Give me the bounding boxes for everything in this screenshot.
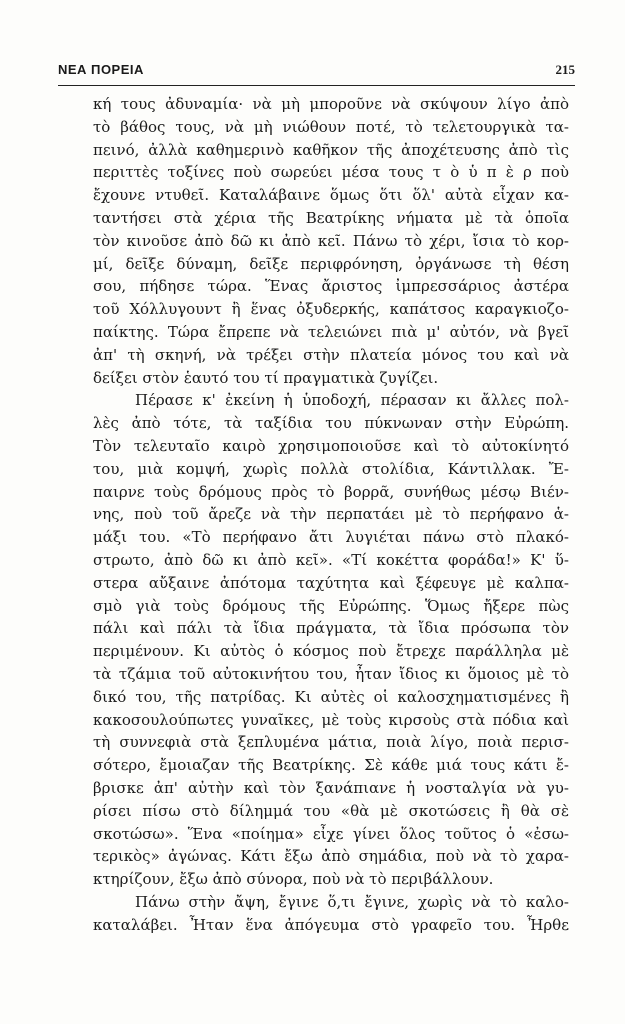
text-line: τοῦ Χόλλυγουντ ἢ ἕνας ὀξυδερκής, καπάτσος καραγκιοζο-	[93, 300, 569, 319]
text-line: σμὸ γιὰ τοὺς δρόμους τῆς Εὐρώπης. Ὅμως ἤξερε πὼς	[93, 596, 569, 615]
text-line: Πέρασε κ' ἐκείνη ἡ ὑποδοχή, πέρασαν κι ἄλλες πολ-	[135, 391, 569, 410]
text-line: ταντήσει στὰ χέρια τῆς Βεατρίκης νήματα μὲ τὰ ὁποῖα	[93, 208, 569, 227]
text-line: σότερο, ἔμοιαζαν τῆς Βεατρίκης. Σὲ κάθε μιά τους κάτι ἔ-	[93, 756, 569, 775]
text-line: στρωτο, ἀπὸ δῶ κι ἀπὸ κεῖ». «Τί κοκέττα φοράδα!» Κ' ὕ-	[93, 550, 569, 569]
text-line: βρισκε ἀπ' αὐτὴν καὶ τὸν ξανάπιανε ἡ νοσταλγία νὰ γυ-	[93, 778, 569, 797]
text-line: πάλι καὶ πάλι τὰ ἴδια πράγματα, τὰ ἴδια πρόσωπα τὸν	[93, 619, 569, 638]
text-line: σου, πήδησε τώρα. Ἕνας ἄριστος ἰμπρεσσάριος ἀστέρα	[93, 277, 569, 296]
text-line: μί, δεῖξε δύναμη, δεῖξε περιφρόνηση, ὀργάνωσε τὴ θέση	[93, 254, 569, 273]
text-line: παιρνε τοὺς δρόμους πρὸς τὸ βορρᾶ, συνήθως μέσῳ Βιέν-	[93, 482, 569, 501]
text-line: δικό του, τῆς πατρίδας. Κι αὐτὲς οἱ καλοσχηματισμένες ἢ	[93, 687, 569, 706]
text-line: τὴ συννεφιὰ στὰ ξεπλυμένα μάτια, ποιὰ λίγο, ποιὰ περισ-	[93, 733, 569, 752]
text-line: περιμένουν. Κι αὐτὸς ὁ κόσμος ποὺ ἔτρεχε παράλληλα μὲ	[93, 642, 569, 661]
text-line: παίκτης. Τώρα ἔπρεπε νὰ τελειώνει πιὰ μ' αὐτόν, νὰ βγεῖ	[93, 322, 569, 341]
text-line: κτηρίζουν, ἔξω ἀπὸ σύνορα, ποὺ νὰ τὸ περιβάλλουν.	[93, 870, 494, 889]
text-line: πεινό, ἀλλὰ καθημερινὸ καθῆκον τῆς ἀποχέτευσης ἀπὸ τὶς	[93, 140, 569, 159]
text-line: ἀπ' τὴ σκηνή, νὰ τρέξει στὴν πλατεία μόνος του καὶ νὰ	[93, 345, 569, 364]
text-line: κή τους ἀδυναμία· νὰ μὴ μποροῦνε νὰ σκύψουν λίγο ἀπὸ	[93, 95, 569, 113]
text-line: τὸ βάθος τους, νὰ μὴ νιώθουν ποτέ, τὸ τελετουργικὰ τα-	[93, 117, 569, 136]
text-line: σκοτώσω». Ἕνα «ποίημα» εἶχε γίνει ὅλος τοῦτος ὁ «ἐσω-	[93, 824, 569, 843]
text-line: καταλάβει. Ἦταν ἕνα ἀπόγευμα στὸ γραφεῖο του. Ἦρθε	[93, 915, 569, 934]
text-line: περιττὲς τοξίνες ποὺ σωρεύει μέσα τους τ ὸ ὑ π ὲ ρ ποὺ	[93, 163, 569, 182]
text-line: νης, ποὺ τοῦ ἄρεζε νὰ τὴν περπατάει μὲ τὸ περήφανο ἁ-	[93, 505, 569, 524]
text-line: Τὸν τελευταῖο καιρὸ χρησιμοποιοῦσε καὶ τὸ αὐτοκίνητό	[93, 436, 569, 455]
text-line: τὰ τζάμια τοῦ αὐτοκινήτου του, ἦταν ἴδιος κι ὅμοιος μὲ τὸ	[93, 664, 569, 683]
body-text	[93, 93, 569, 936]
running-header	[58, 62, 575, 82]
text-line: κακοσουλούπωτες γυναῖκες, μὲ τοὺς κιρσοὺς στὰ πόδια καὶ	[93, 710, 569, 729]
text-line: ρίσει πίσω στὸ δίλημμά του «θὰ μὲ σκοτώσεις ἢ θὰ σὲ	[93, 801, 569, 820]
text-line: λὲς ἀπὸ τότε, τὰ ταξίδια του πύκνωναν στὴν Εὐρώπη.	[93, 414, 569, 433]
journal-title: ΝΕΑ ΠΟΡΕΙΑ	[58, 62, 144, 77]
text-line: ἔχουνε ντυθεῖ. Καταλάβαινε ὅμως ὅτι ὅλ' αὐτὰ εἶχαν κα-	[93, 186, 569, 205]
text-line: τὸν κινοῦσε ἀπὸ δῶ κι ἀπὸ κεῖ. Πάνω τὸ χέρι, ἴσια τὸ κορ-	[93, 231, 569, 250]
text-line: στερα αὔξαινε ἀπότομα ταχύτητα καὶ ξέφευγε μὲ καλπα-	[93, 573, 569, 592]
page-number: 215	[555, 62, 575, 77]
text-line: τερικὸς» ἀγώνας. Κάτι ἔξω ἀπὸ σημάδια, ποὺ νὰ τὸ χαρα-	[93, 847, 569, 866]
text-line: του, μιὰ κομψή, χωρὶς πολλὰ στολίδια, Κάντιλλακ. Ἔ-	[93, 459, 569, 478]
text-line: μάξι του. «Τὸ περήφανο ἄτι λυγιέται πάνω στὸ πλακό-	[93, 528, 569, 547]
header-rule	[58, 85, 575, 86]
text-line: δείξει στὸν ἑαυτό του τί πραγματικὰ ζυγίζει.	[93, 368, 439, 387]
text-line: Πάνω στὴν ἄψη, ἔγινε ὅ,τι ἔγινε, χωρὶς νὰ τὸ καλο-	[135, 892, 569, 911]
